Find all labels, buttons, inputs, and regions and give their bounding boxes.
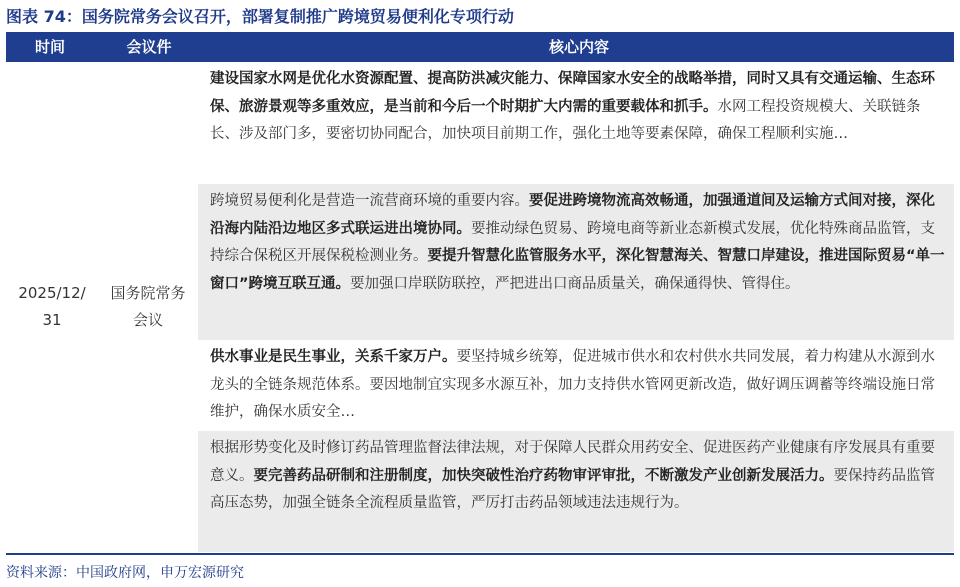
content-block-cross-border-trade (198, 184, 954, 340)
table-header (6, 32, 954, 62)
emphasis-text: 供水事业是民生事业，关系千家万户。 (210, 349, 457, 365)
content-block-water-supply (198, 340, 954, 431)
body-text: 要坚持城乡统筹，促进城市供水和农村供水共同发展，着力构建从水源到水龙头的全链条规范体系。要因地制宜实现多水源互补，加力支持供水管网更新改造，做好调压调蓄等终端设施日常维护，确保水质安全… (210, 349, 935, 420)
meeting-text: 国务院常务会议 (110, 284, 186, 329)
header-content: 核心内容 (548, 38, 609, 56)
date-cell (6, 62, 98, 552)
emphasis-text: 要促进跨境物流高效畅通，加强通道间及运输方式间对接，深化沿海内陆沿边地区多式联运进出境协同。 (210, 193, 935, 237)
body-text: 跨境贸易便利化是营造一流营商环境的重要内容。 (210, 193, 529, 209)
body-text: 要加强口岸联防联控，严把进出口商品质量关，确保通得快、管得住。 (350, 275, 800, 292)
body-text: 要保持药品监管高压态势，加强全链条全流程质量监管，严厉打击药品领域违法违规行为。 (210, 467, 935, 511)
figure-title: 图表 74：国务院常务会议召开，部署复制推广跨境贸易便利化专项行动 (6, 7, 514, 26)
emphasis-text: 建设国家水网是优化水资源配置、提高防洪减灾能力、保障国家水安全的战略举措，同时又具有交通运输、生态环保、旅游景观等多重效应，是当前和今后一个时期扩大内需的重要载体和抓手。 (210, 71, 935, 115)
table-bottom-rule (6, 553, 954, 555)
emphasis-text: 要提升智慧化监管服务水平，深化智慧海关、智慧口岸建设，推进国际贸易“单一窗口”跨境互联互通。 (210, 248, 945, 292)
date-text: 2025/12/31 (18, 284, 86, 329)
header-meeting: 会议件 (126, 38, 172, 56)
source-note: 资料来源：中国政府网，申万宏源研究 (6, 565, 244, 581)
content-block-drug-regulation (198, 431, 954, 552)
header-time: 时间 (34, 38, 65, 56)
body-text: 根据形势变化及时修订药品管理监督法律法规，对于保障人民群众用药安全、促进医药产业健康有序发展具有重要意义。 (210, 440, 935, 484)
content-block-water-network (198, 62, 954, 184)
meeting-cell (98, 62, 198, 552)
body-text: 要推动绿色贸易、跨境电商等新业态新模式发展，优化特殊商品监管，支持综合保税区开展保税检测业务。 (210, 220, 935, 264)
body-text: 水网工程投资规模大、关联链条长、涉及部门多，要密切协同配合，加快项目前期工作，强化土地等要素保障，确保工程顺利实施… (210, 98, 921, 142)
emphasis-text: 要完善药品研制和注册制度，加快突破性治疗药物审评审批，不断激发产业创新发展活力。 (253, 467, 834, 484)
